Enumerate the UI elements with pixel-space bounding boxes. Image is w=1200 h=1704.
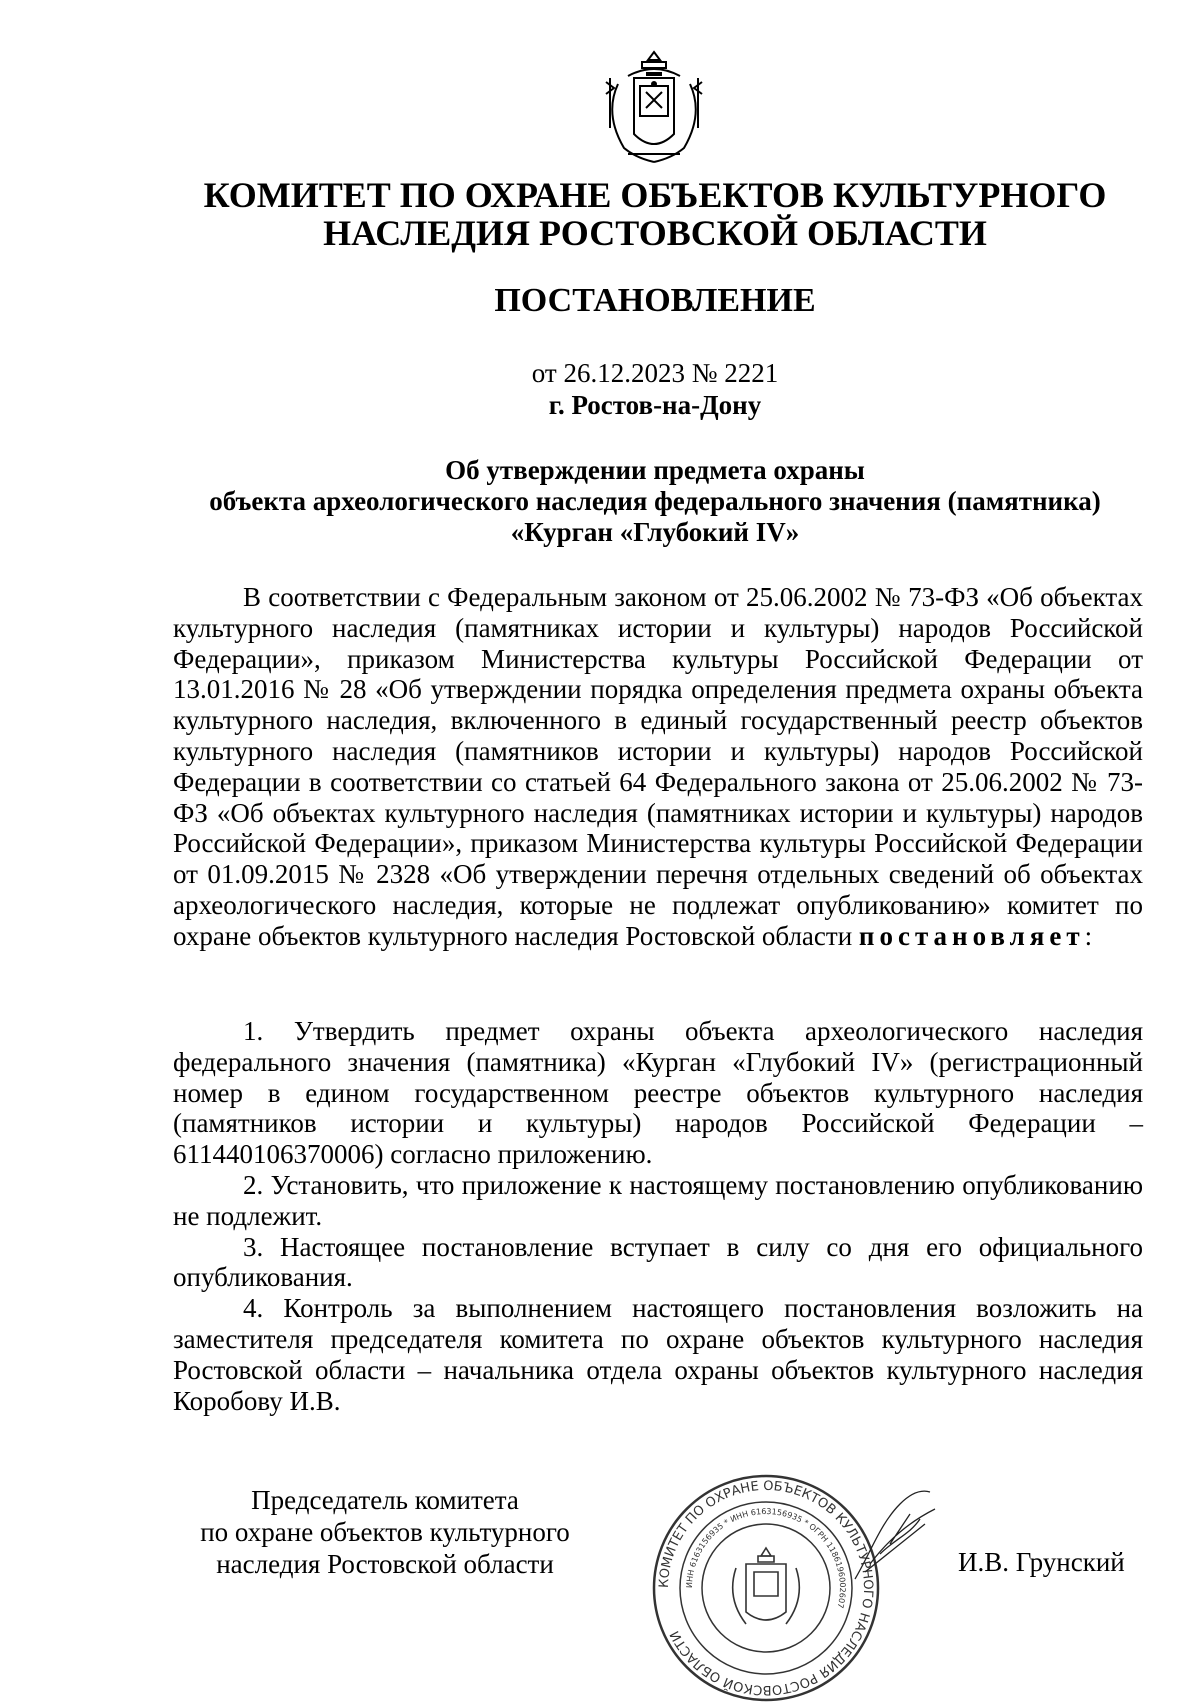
date-number: от 26.12.2023 № 2221 — [531, 358, 779, 388]
preamble — [173, 582, 1143, 952]
coat-of-arms-icon — [598, 48, 710, 166]
official-seal-icon — [650, 1472, 882, 1704]
position-line-2: по охране объектов культурного — [200, 1517, 570, 1547]
organization-name — [170, 176, 1140, 252]
resolution-item-4: 4. Контроль за выполнением настоящего постановления возложить на заместителя председателя комитета по охране объектов культурного наследия Ростовской области – начальника отдела охраны объектов культурного наследия Коробову И.В. — [173, 1293, 1143, 1416]
resolution-item-3: 3. Настоящее постановление вступает в силу со дня его официального опубликования. — [173, 1231, 1143, 1293]
org-line-1: КОМИТЕТ ПО ОХРАНЕ ОБЪЕКТОВ КУЛЬТУРНОГО — [203, 175, 1107, 215]
subject-line-3: «Курган «Глубокий IV» — [510, 517, 800, 547]
handwritten-signature-icon — [850, 1484, 940, 1584]
preamble-paragraph — [173, 582, 1143, 952]
org-line-2: НАСЛЕДИЯ РОСТОВСКОЙ ОБЛАСТИ — [323, 213, 987, 253]
document-type: ПОСТАНОВЛЕНИЕ — [494, 282, 816, 319]
resolution-items — [173, 1016, 1143, 1416]
signatory-name: И.В. Грунский — [958, 1547, 1125, 1577]
preamble-tail: : — [1084, 920, 1093, 951]
position-line-3: наследия Ростовской области — [216, 1549, 554, 1579]
document-subject — [160, 455, 1150, 548]
subject-line-1: Об утверждении предмета охраны — [445, 455, 865, 485]
subject-line-2: объекта археологического наследия федерального значения (памятника) — [209, 486, 1101, 516]
position-line-1: Председатель комитета — [251, 1485, 519, 1515]
seal-inner-text: ИНН 6163156935 * ИНН 6163156935 * ОГРН 1186196002607 — [684, 1506, 848, 1610]
seal-outer-text: КОМИТЕТ ПО ОХРАНЕ ОБЪЕКТОВ КУЛЬТУРНОГО НАСЛЕДИЯ РОСТОВСКОЙ ОБЛАСТИ — [656, 1478, 876, 1698]
resolution-item-2: 2. Установить, что приложение к настоящему постановлению опубликованию не подлежит. — [173, 1169, 1143, 1231]
city: г. Ростов-на-Дону — [548, 390, 762, 420]
decree-word: постановляет — [858, 920, 1085, 951]
preamble-text: В соответствии с Федеральным законом от 25.06.2002 № 73-ФЗ «Об объектах культурного наследия (памятниках истории и культуры) народов Российской Федерации», приказом Министерства культуры Российской Федерации от 13.01.2016 № 28 «Об утверждении порядка определения предмета охраны объекта культурного наследия, включенного в единый государственный реестр объектов культурного наследия (памятников истории и культуры) народов Российской Федерации в соответствии со статьей 64 Федерального закона от 25.06.2002 № 73-ФЗ «Об объектах культурного наследия (памятниках истории и культуры) народов Российской Федерации», приказом Министерства культуры Российской Федерации от 01.09.2015 № 2328 «Об утверждении перечня отдельных сведений об объектах археологического наследия, которые не подлежат опубликованию» комитет по охране объектов культурного наследия Ростовской области — [173, 582, 1143, 951]
resolution-item-1: 1. Утвердить предмет охраны объекта археологического наследия федерального значения (памятника) «Курган «Глубокий IV» (регистрационный номер в едином государственном реестре объектов культурного наследия (памятников истории и культуры) народов Российской Федерации – 611440106370006) согласно приложению. — [173, 1016, 1143, 1170]
signatory-position — [170, 1484, 600, 1580]
